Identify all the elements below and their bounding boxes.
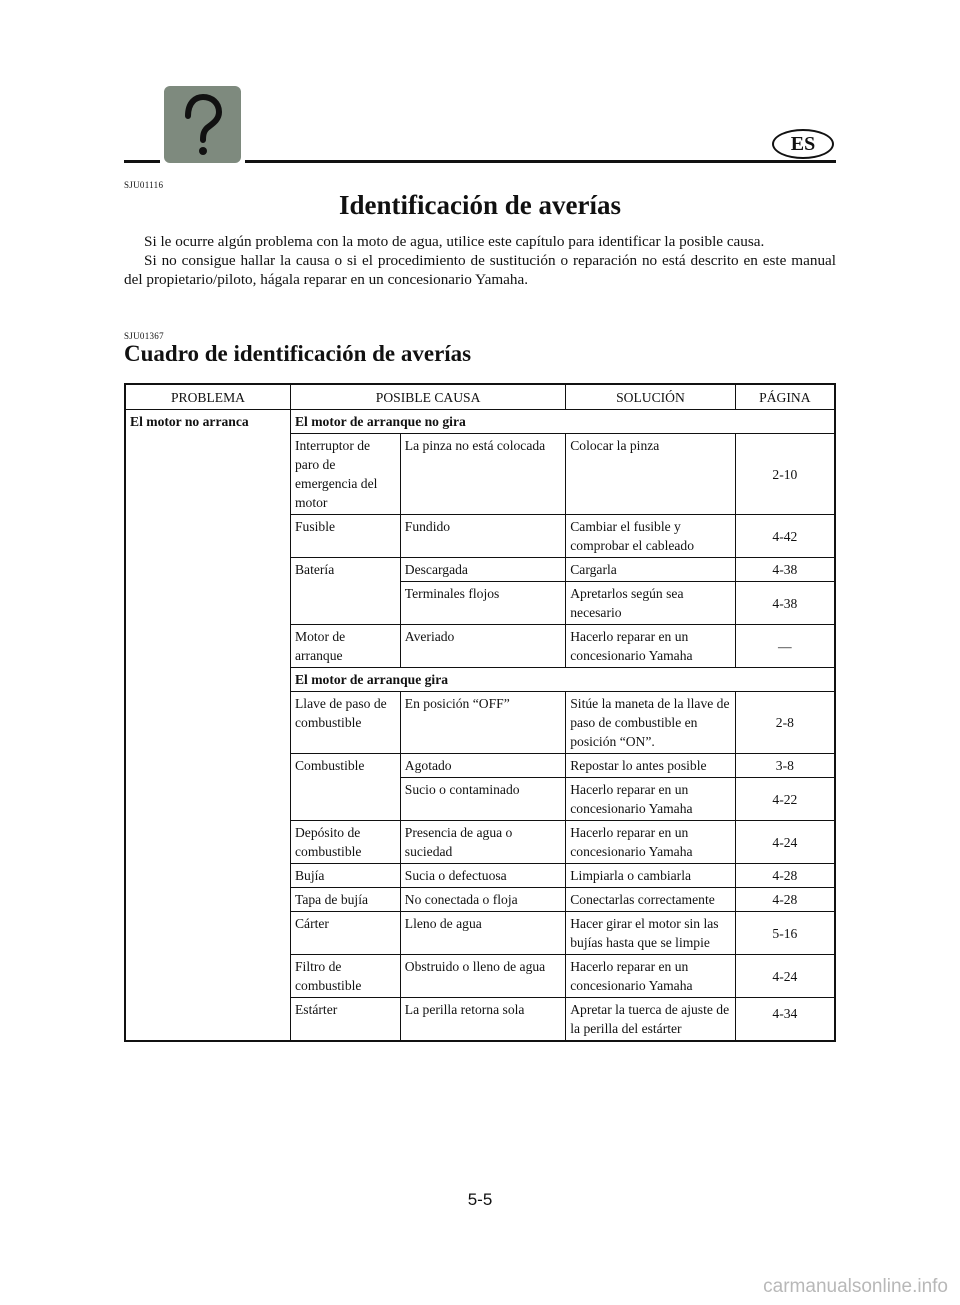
cause-cell: En posición “OFF” — [400, 692, 565, 754]
column-header: PÁGINA — [735, 384, 835, 410]
section-code: SJU01367 — [124, 331, 164, 341]
cause-cell: Lleno de agua — [400, 912, 565, 955]
part-cell: Fusible — [290, 515, 400, 558]
part-cell: Llave de paso de combustible — [290, 692, 400, 754]
column-header: POSIBLE CAUSA — [290, 384, 565, 410]
solution-cell: Sitúe la maneta de la llave de paso de combustible en posición “ON”. — [566, 692, 735, 754]
page-cell: 4-24 — [735, 955, 835, 998]
cause-cell: Fundido — [400, 515, 565, 558]
group-heading: El motor de arranque gira — [290, 668, 835, 692]
language-badge: ES — [772, 129, 834, 159]
part-cell: Interruptor de paro de emergencia del motor — [290, 434, 400, 515]
solution-cell: Repostar lo antes posible — [566, 754, 735, 778]
solution-cell: Cargarla — [566, 558, 735, 582]
troubleshooting-table — [124, 383, 836, 1042]
solution-cell: Hacerlo reparar en un concesionario Yamaha — [566, 625, 735, 668]
page-cell: 4-28 — [735, 888, 835, 912]
cause-cell: Agotado — [400, 754, 565, 778]
solution-cell: Cambiar el fusible y comprobar el cableado — [566, 515, 735, 558]
column-header: SOLUCIÓN — [566, 384, 735, 410]
solution-cell: Hacerlo reparar en un concesionario Yamaha — [566, 955, 735, 998]
page-cell: 4-38 — [735, 582, 835, 625]
part-cell: Cárter — [290, 912, 400, 955]
solution-cell: Conectarlas correctamente — [566, 888, 735, 912]
page-cell: 5-16 — [735, 912, 835, 955]
intro-text — [124, 232, 836, 289]
intro-paragraph: Si le ocurre algún problema con la moto de agua, utilice este capítulo para identificar la posible causa. — [144, 233, 765, 250]
solution-cell: Hacer girar el motor sin las bujías hasta que se limpie — [566, 912, 735, 955]
header-rule-left — [124, 160, 160, 163]
page-cell: 3-8 — [735, 754, 835, 778]
watermark: carmanualsonline.info — [763, 1276, 948, 1297]
page-cell: 4-38 — [735, 558, 835, 582]
problem-cell: El motor no arranca — [125, 410, 290, 1042]
part-cell: Estárter — [290, 998, 400, 1042]
section-code: SJU01116 — [124, 180, 164, 190]
cause-cell: Obstruido o lleno de agua — [400, 955, 565, 998]
page-cell: — — [735, 625, 835, 668]
solution-cell: Apretar la tuerca de ajuste de la perilla del estárter — [566, 998, 735, 1042]
cause-cell: Terminales flojos — [400, 582, 565, 625]
part-cell: Tapa de bujía — [290, 888, 400, 912]
solution-cell: Hacerlo reparar en un concesionario Yamaha — [566, 821, 735, 864]
table-header-row — [125, 384, 835, 410]
page-cell: 2-10 — [735, 434, 835, 515]
section-title: Cuadro de identificación de averías — [124, 341, 472, 366]
solution-cell: Limpiarla o cambiarla — [566, 864, 735, 888]
page-cell: 2-8 — [735, 692, 835, 754]
page-cell: 4-24 — [735, 821, 835, 864]
intro-paragraph: Si no consigue hallar la causa o si el procedimiento de sustitución o reparación no está descrito en este manual del propietario/piloto, hágala reparar en un concesionario Yamaha. — [124, 252, 836, 288]
header-rule-right — [245, 160, 836, 163]
part-cell: Motor de arranque — [290, 625, 400, 668]
part-cell: Depósito de combustible — [290, 821, 400, 864]
cause-cell: Sucio o contaminado — [400, 778, 565, 821]
group-heading: El motor de arranque no gira — [290, 410, 835, 434]
page-cell: 4-34 — [735, 998, 835, 1042]
solution-cell: Hacerlo reparar en un concesionario Yamaha — [566, 778, 735, 821]
solution-cell: Apretarlos según sea necesario — [566, 582, 735, 625]
cause-cell: No conectada o floja — [400, 888, 565, 912]
page-number: 5-5 — [467, 1190, 493, 1209]
part-cell: Filtro de combustible — [290, 955, 400, 998]
cause-cell: Averiado — [400, 625, 565, 668]
cause-cell: Presencia de agua o suciedad — [400, 821, 565, 864]
solution-cell: Colocar la pinza — [566, 434, 735, 515]
cause-cell: La pinza no está colocada — [400, 434, 565, 515]
page-cell: 4-42 — [735, 515, 835, 558]
table-row — [125, 410, 835, 434]
cause-cell: La perilla retorna sola — [400, 998, 565, 1042]
column-header: PROBLEMA — [125, 384, 290, 410]
page-cell: 4-22 — [735, 778, 835, 821]
cause-cell: Sucia o defectuosa — [400, 864, 565, 888]
part-cell: Bujía — [290, 864, 400, 888]
part-cell: Batería — [290, 558, 400, 625]
part-cell: Combustible — [290, 754, 400, 821]
page-cell: 4-28 — [735, 864, 835, 888]
page-title: Identificación de averías — [339, 190, 621, 220]
cause-cell: Descargada — [400, 558, 565, 582]
question-mark-icon — [164, 86, 241, 163]
